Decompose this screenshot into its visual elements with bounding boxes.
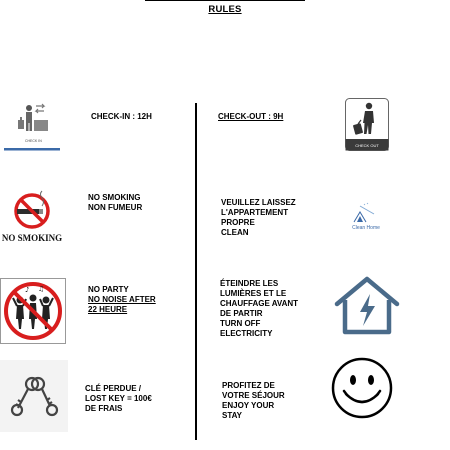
enjoy-line-1: PROFITEZ DE [222, 381, 275, 390]
electricity-line-3: CHAUFFAGE AVANT [220, 299, 299, 308]
checkin-text: CHECK-IN : 12H [91, 112, 152, 121]
top-rule-line [145, 0, 305, 1]
house-electricity-icon [333, 276, 401, 336]
clean-text [221, 198, 296, 238]
nosmoking-line-2: NON FUMEUR [88, 203, 143, 212]
svg-text:♪: ♪ [25, 286, 30, 294]
checkout-icon [345, 98, 389, 151]
party-text [88, 285, 156, 315]
clean-home-logo-text: Clean Home [352, 225, 380, 231]
checkin-icon [4, 98, 60, 154]
svg-text:♫: ♫ [38, 285, 45, 293]
smiley-face-icon [330, 356, 394, 420]
party-line-2: NO NOISE AFTER [88, 295, 156, 304]
clean-line-2: L'APPARTEMENT [221, 208, 289, 217]
electricity-text [220, 279, 298, 339]
enjoy-text [222, 381, 285, 421]
party-line-3: 22 HEURE [88, 305, 128, 314]
center-divider [195, 103, 197, 440]
clean-line-4: CLEAN [221, 228, 249, 237]
checkout-text: CHECK-OUT : 9H [218, 112, 284, 121]
page-title: RULES [208, 4, 242, 15]
enjoy-line-4: STAY [222, 411, 243, 420]
electricity-line-5: TURN OFF [220, 319, 261, 328]
lostkey-line-1: CLÉ PERDUE / [85, 384, 142, 393]
electricity-line-4: DE PARTIR [220, 309, 263, 318]
enjoy-line-3: ENJOY YOUR [222, 401, 275, 410]
keys-icon [0, 360, 68, 432]
electricity-line-2: LUMIÈRES ET LE [220, 289, 287, 298]
electricity-line-1: ÉTEINDRE LES [220, 279, 279, 288]
lostkey-line-2: LOST KEY = 100€ [85, 394, 152, 403]
nosmoking-line-1: NO SMOKING [88, 193, 141, 202]
checkout-icon-caption: CHECK OUT [355, 143, 379, 148]
enjoy-line-2: VOTRE SÉJOUR [222, 391, 285, 400]
no-smoking-icon [2, 185, 62, 245]
no-smoking-sign-label: NO SMOKING [2, 233, 62, 243]
electricity-line-6: ELECTRICITY [220, 329, 273, 338]
nosmoking-text [88, 193, 142, 213]
lostkey-text [85, 384, 152, 414]
no-party-icon [0, 278, 66, 344]
clean-line-1: VEUILLEZ LAISSEZ [221, 198, 296, 207]
clean-line-3: PROPRE [221, 218, 255, 227]
lostkey-line-3: DE FRAIS [85, 404, 123, 413]
party-line-1: NO PARTY [88, 285, 129, 294]
clean-home-logo [346, 200, 386, 232]
checkin-icon-caption: CHECK IN [25, 139, 42, 143]
